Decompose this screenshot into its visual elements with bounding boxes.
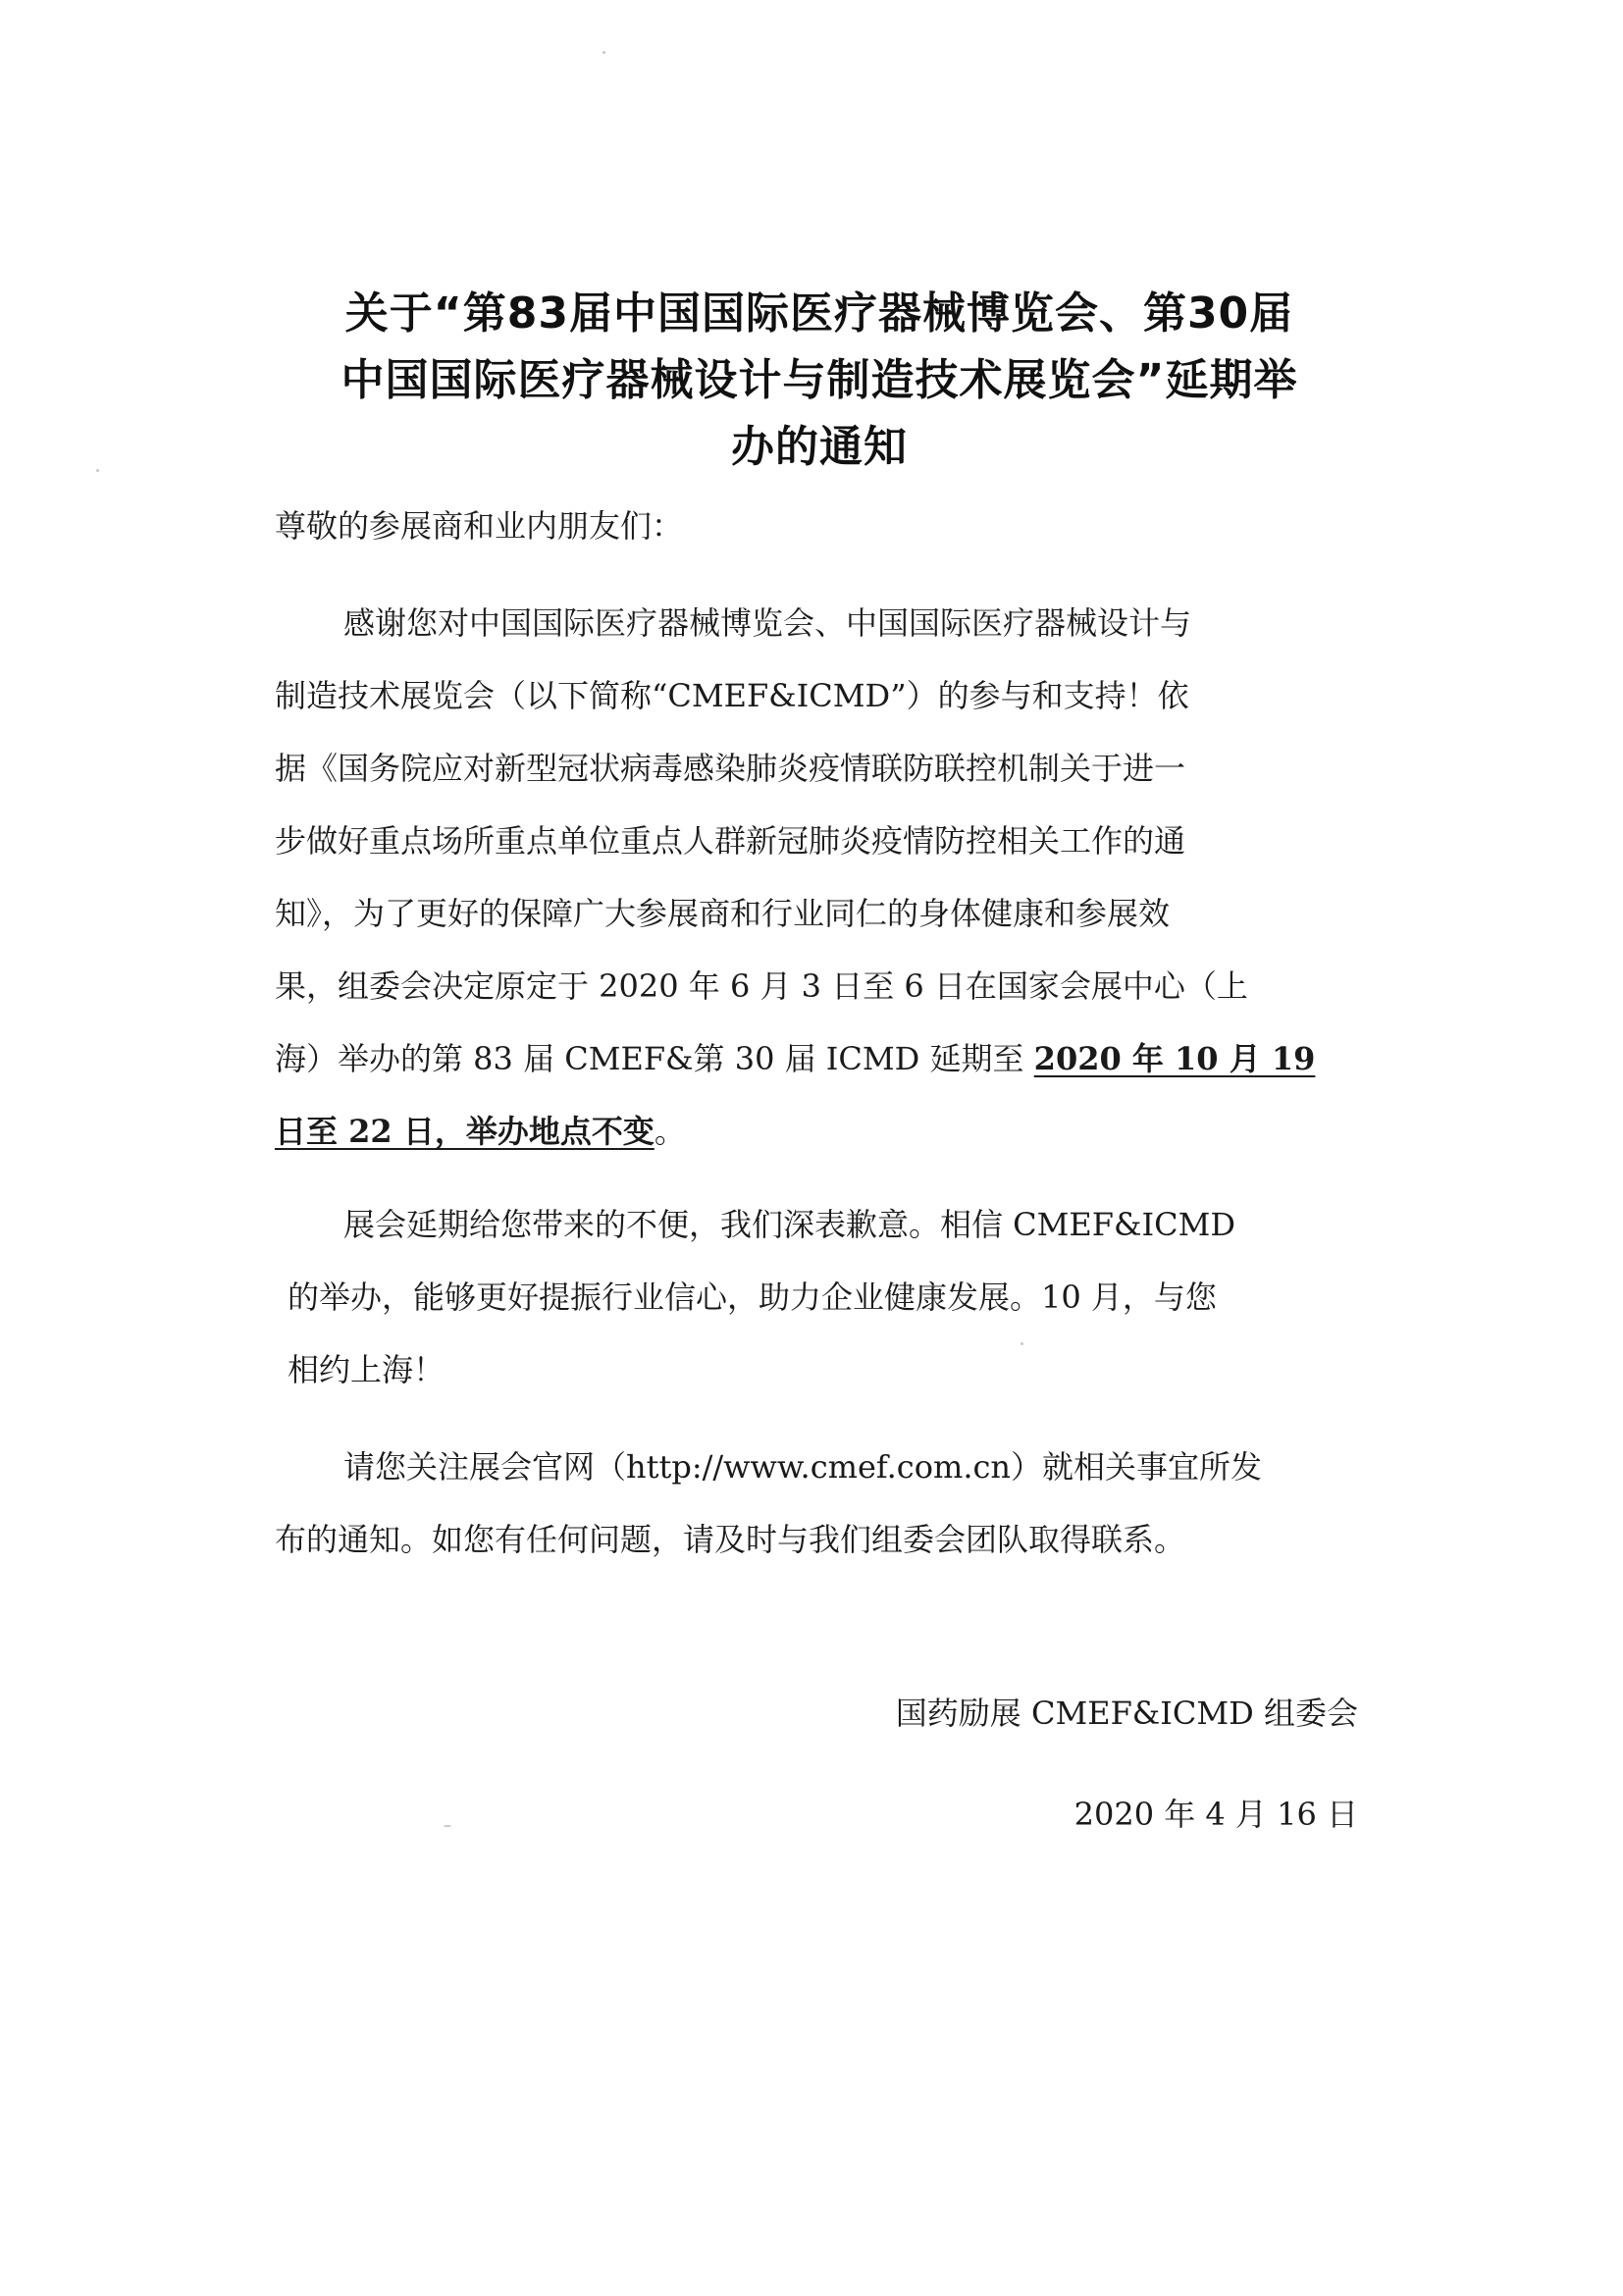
scan-speck (96, 469, 99, 472)
new-date-emphasis-start: 2020 年 10 月 19 (1033, 1040, 1316, 1077)
paragraph-1-line-8 (275, 1095, 1359, 1168)
paragraph-1 (275, 587, 1359, 1168)
paragraph-3-line-1: 请您关注展会官网（http://www.cmef.com.cn）就相关事宜所发 (343, 1448, 1263, 1486)
paragraph-1-line-5: 知》，为了更好的保障广大参展商和行业同仁的身体健康和参展效 (275, 895, 1171, 932)
new-date-emphasis-end: 日至 22 日，举办地点不变 (275, 1113, 654, 1150)
period: 。 (654, 1113, 686, 1150)
paragraph-1-line-7 (275, 1022, 1359, 1095)
paragraph-1-line-2: 制造技术展览会（以下简称“CMEF&ICMD”）的参与和支持！依 (275, 677, 1189, 714)
title-line-1: 关于“第83届中国国际医疗器械博览会、第30届 (344, 288, 1294, 339)
paragraph-1-line-3: 据《国务院应对新型冠状病毒感染肺炎疫情联防联控机制关于进一 (275, 750, 1186, 787)
issue-date: 2020 年 4 月 16 日 (1073, 1796, 1358, 1833)
paragraph-3 (275, 1431, 1359, 1576)
paragraph-2-line-2: 的举办，能够更好提振行业信心，助力企业健康发展。10 月，与您 (288, 1278, 1217, 1316)
signer: 国药励展 CMEF&ICMD 组委会 (895, 1695, 1358, 1732)
salutation: 尊敬的参展商和业内朋友们： (275, 507, 684, 545)
paragraph-2-line-3: 相约上海！ (288, 1351, 445, 1388)
paragraph-2-line-1: 展会延期给您带来的不便，我们深表歉意。相信 CMEF&ICMD (343, 1206, 1236, 1243)
paragraph-1-line-6: 果，组委会决定原定于 2020 年 6 月 3 日至 6 日在国家会展中心（上 (275, 967, 1248, 1005)
scan-speck (444, 1825, 451, 1827)
paragraph-2 (288, 1188, 1372, 1406)
paragraph-3-line-2: 布的通知。如您有任何问题，请及时与我们组委会团队取得联系。 (275, 1521, 1186, 1558)
title-line-2: 中国国际医疗器械设计与制造技术展览会”延期举 (340, 355, 1298, 405)
title-line-3: 办的通知 (731, 422, 908, 472)
postpone-text: 海）举办的第 83 届 CMEF&第 30 届 ICMD 延期至 (275, 1040, 1034, 1077)
scan-speck (602, 51, 605, 54)
paragraph-1-line-1: 感谢您对中国国际医疗器械博览会、中国国际医疗器械设计与 (343, 604, 1192, 642)
notice-title (265, 281, 1374, 481)
scan-speck (1021, 1342, 1023, 1345)
paragraph-1-line-4: 步做好重点场所重点单位重点人群新冠肺炎疫情防控相关工作的通 (275, 822, 1186, 860)
